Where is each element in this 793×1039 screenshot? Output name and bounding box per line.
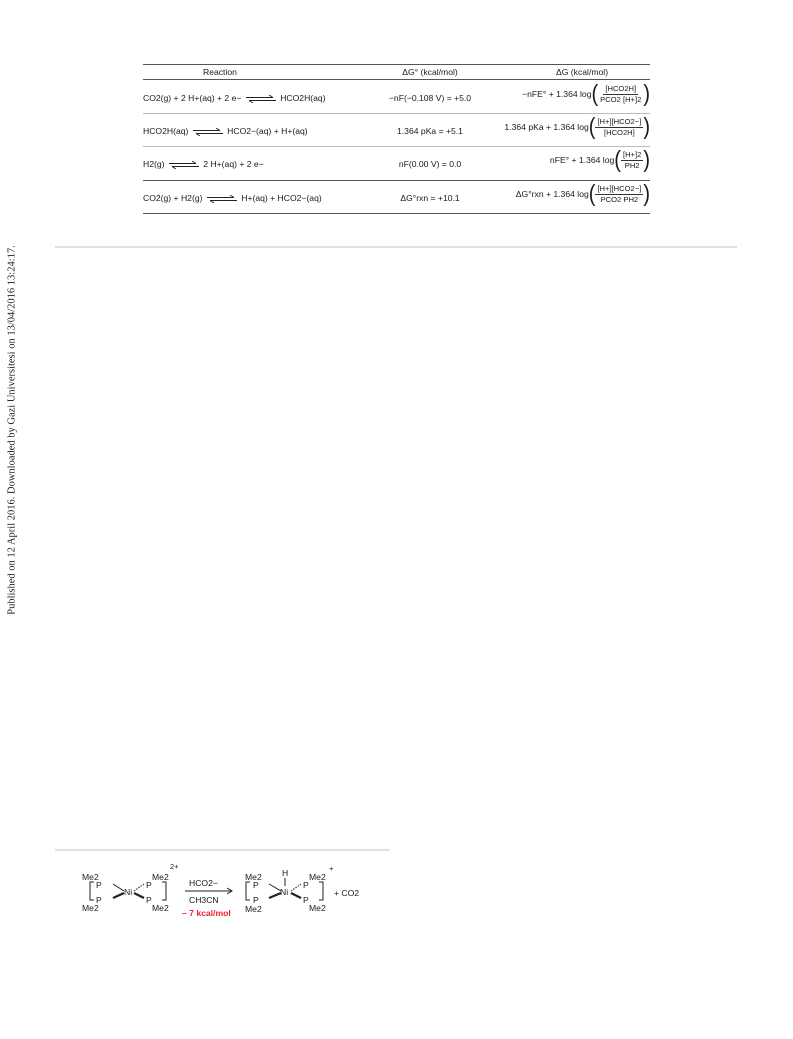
phosphorus-label: P bbox=[146, 895, 152, 905]
download-notice bbox=[4, 240, 20, 620]
dg-lead: 1.364 pKa + 1.364 log bbox=[504, 122, 589, 132]
thermodynamics-table bbox=[143, 62, 650, 222]
row-rule bbox=[143, 146, 650, 147]
fraction-denominator: PCO2 PH2 bbox=[600, 194, 639, 204]
fraction-numerator: [H+][HCO2−] bbox=[597, 183, 642, 193]
hydride-transfer-scheme bbox=[80, 860, 380, 955]
table-bottom-rule bbox=[143, 213, 650, 214]
methyl-label: Me2 bbox=[245, 904, 262, 914]
methyl-label: Me2 bbox=[152, 872, 169, 882]
dg-lead: ΔG°rxn + 1.364 log bbox=[515, 189, 589, 199]
table-row bbox=[143, 147, 650, 178]
fraction-denominator: PH2 bbox=[624, 160, 640, 170]
download-notice-text: Published on 12 April 2016. Downloaded by Gazi Universitesi on 13/04/2016 13:24:17. bbox=[6, 245, 18, 615]
table-row bbox=[143, 181, 650, 212]
nickel-label: Ni bbox=[280, 887, 289, 897]
methyl-label: Me2 bbox=[309, 903, 326, 913]
hydride-label: H bbox=[282, 868, 289, 878]
dg-expression: ΔG°rxn + 1.364 log ( $\frac{\text{[H+][HCO2−]}}{\text{PCO2 PH2}}$ ) bbox=[515, 181, 650, 207]
fraction-numerator: [HCO2H] bbox=[605, 83, 637, 93]
methyl-label: Me2 bbox=[82, 872, 99, 882]
fraction-numerator: [H+]2 bbox=[622, 149, 642, 159]
fraction-numerator: [H+][HCO2−] bbox=[597, 116, 642, 126]
reaction-products: 2 H+(aq) + 2 e− bbox=[203, 159, 264, 169]
reagent-formate: HCO2− bbox=[189, 878, 218, 888]
section-divider bbox=[55, 246, 737, 248]
methyl-label: Me2 bbox=[309, 872, 326, 882]
phosphorus-label: P bbox=[96, 880, 102, 890]
table-row bbox=[143, 81, 650, 112]
reaction-reactants: H2(g) bbox=[143, 159, 165, 169]
reaction-reactants: CO2(g) + H2(g) bbox=[143, 193, 203, 203]
reaction-reactants: HCO2H(aq) bbox=[143, 126, 189, 136]
reactant-charge: 2+ bbox=[170, 862, 179, 871]
methyl-label: Me2 bbox=[245, 872, 262, 882]
dg0-value: 1.364 pKa = +5.1 bbox=[397, 126, 463, 136]
dg-expression: 1.364 pKa + 1.364 log ( $\frac{\text{[H+][HCO2−]}}{\text{[HCO2H]}}$ ) bbox=[504, 114, 650, 140]
dg-expression: −nFE° + 1.364 log ( $\frac{\text{[HCO2H]}}{\text{PCO2 [H+]2}}$ ) bbox=[522, 81, 650, 107]
equilibrium-arrows-icon bbox=[193, 128, 223, 136]
methyl-label: Me2 bbox=[82, 903, 99, 913]
header-dg0: ΔG° (kcal/mol) bbox=[402, 67, 458, 77]
equilibrium-arrows-icon bbox=[169, 161, 199, 169]
phosphorus-label: P bbox=[253, 895, 259, 905]
phosphorus-label: P bbox=[253, 880, 259, 890]
row-rule bbox=[143, 113, 650, 114]
phosphorus-label: P bbox=[303, 895, 309, 905]
equilibrium-arrows-icon bbox=[207, 195, 237, 203]
product-charge: + bbox=[329, 864, 334, 873]
header-reaction: Reaction bbox=[203, 67, 237, 77]
reagent-solvent: CH3CN bbox=[189, 895, 219, 905]
dg0-value: ΔG°rxn = +10.1 bbox=[400, 193, 460, 203]
fraction-denominator: PCO2 [H+]2 bbox=[600, 94, 642, 104]
reaction-products: H+(aq) + HCO2−(aq) bbox=[241, 193, 322, 203]
header-dg: ΔG (kcal/mol) bbox=[556, 67, 609, 77]
dg0-value: nF(0.00 V) = 0.0 bbox=[398, 159, 462, 169]
nickel-label: Ni bbox=[124, 887, 133, 897]
table-header-rule bbox=[143, 79, 650, 80]
reaction-energy: – 7 kcal/mol bbox=[182, 908, 231, 918]
equilibrium-arrows-icon bbox=[246, 95, 276, 103]
phosphorus-label: P bbox=[303, 880, 309, 890]
fraction-denominator: [HCO2H] bbox=[603, 127, 635, 137]
reaction-products: HCO2−(aq) + H+(aq) bbox=[227, 126, 308, 136]
reaction-products: HCO2H(aq) bbox=[280, 93, 326, 103]
dg-lead: nFE° + 1.364 log bbox=[549, 155, 615, 165]
table-row bbox=[143, 114, 650, 145]
figure-divider bbox=[55, 849, 390, 851]
methyl-label: Me2 bbox=[152, 903, 169, 913]
dg-lead: −nFE° + 1.364 log bbox=[522, 89, 592, 99]
phosphorus-label: P bbox=[146, 880, 152, 890]
reaction-reactants: CO2(g) + 2 H+(aq) + 2 e− bbox=[143, 93, 242, 103]
sum-rule bbox=[143, 180, 650, 181]
coproduct-co2: + CO2 bbox=[334, 888, 360, 898]
dg-expression: nFE° + 1.364 log ( $\frac{[H+]2}{PH2}$ ) bbox=[549, 147, 650, 173]
dg0-value: −nF(−0.108 V) = +5.0 bbox=[388, 93, 472, 103]
table-top-rule bbox=[143, 64, 650, 65]
phosphorus-label: P bbox=[96, 895, 102, 905]
